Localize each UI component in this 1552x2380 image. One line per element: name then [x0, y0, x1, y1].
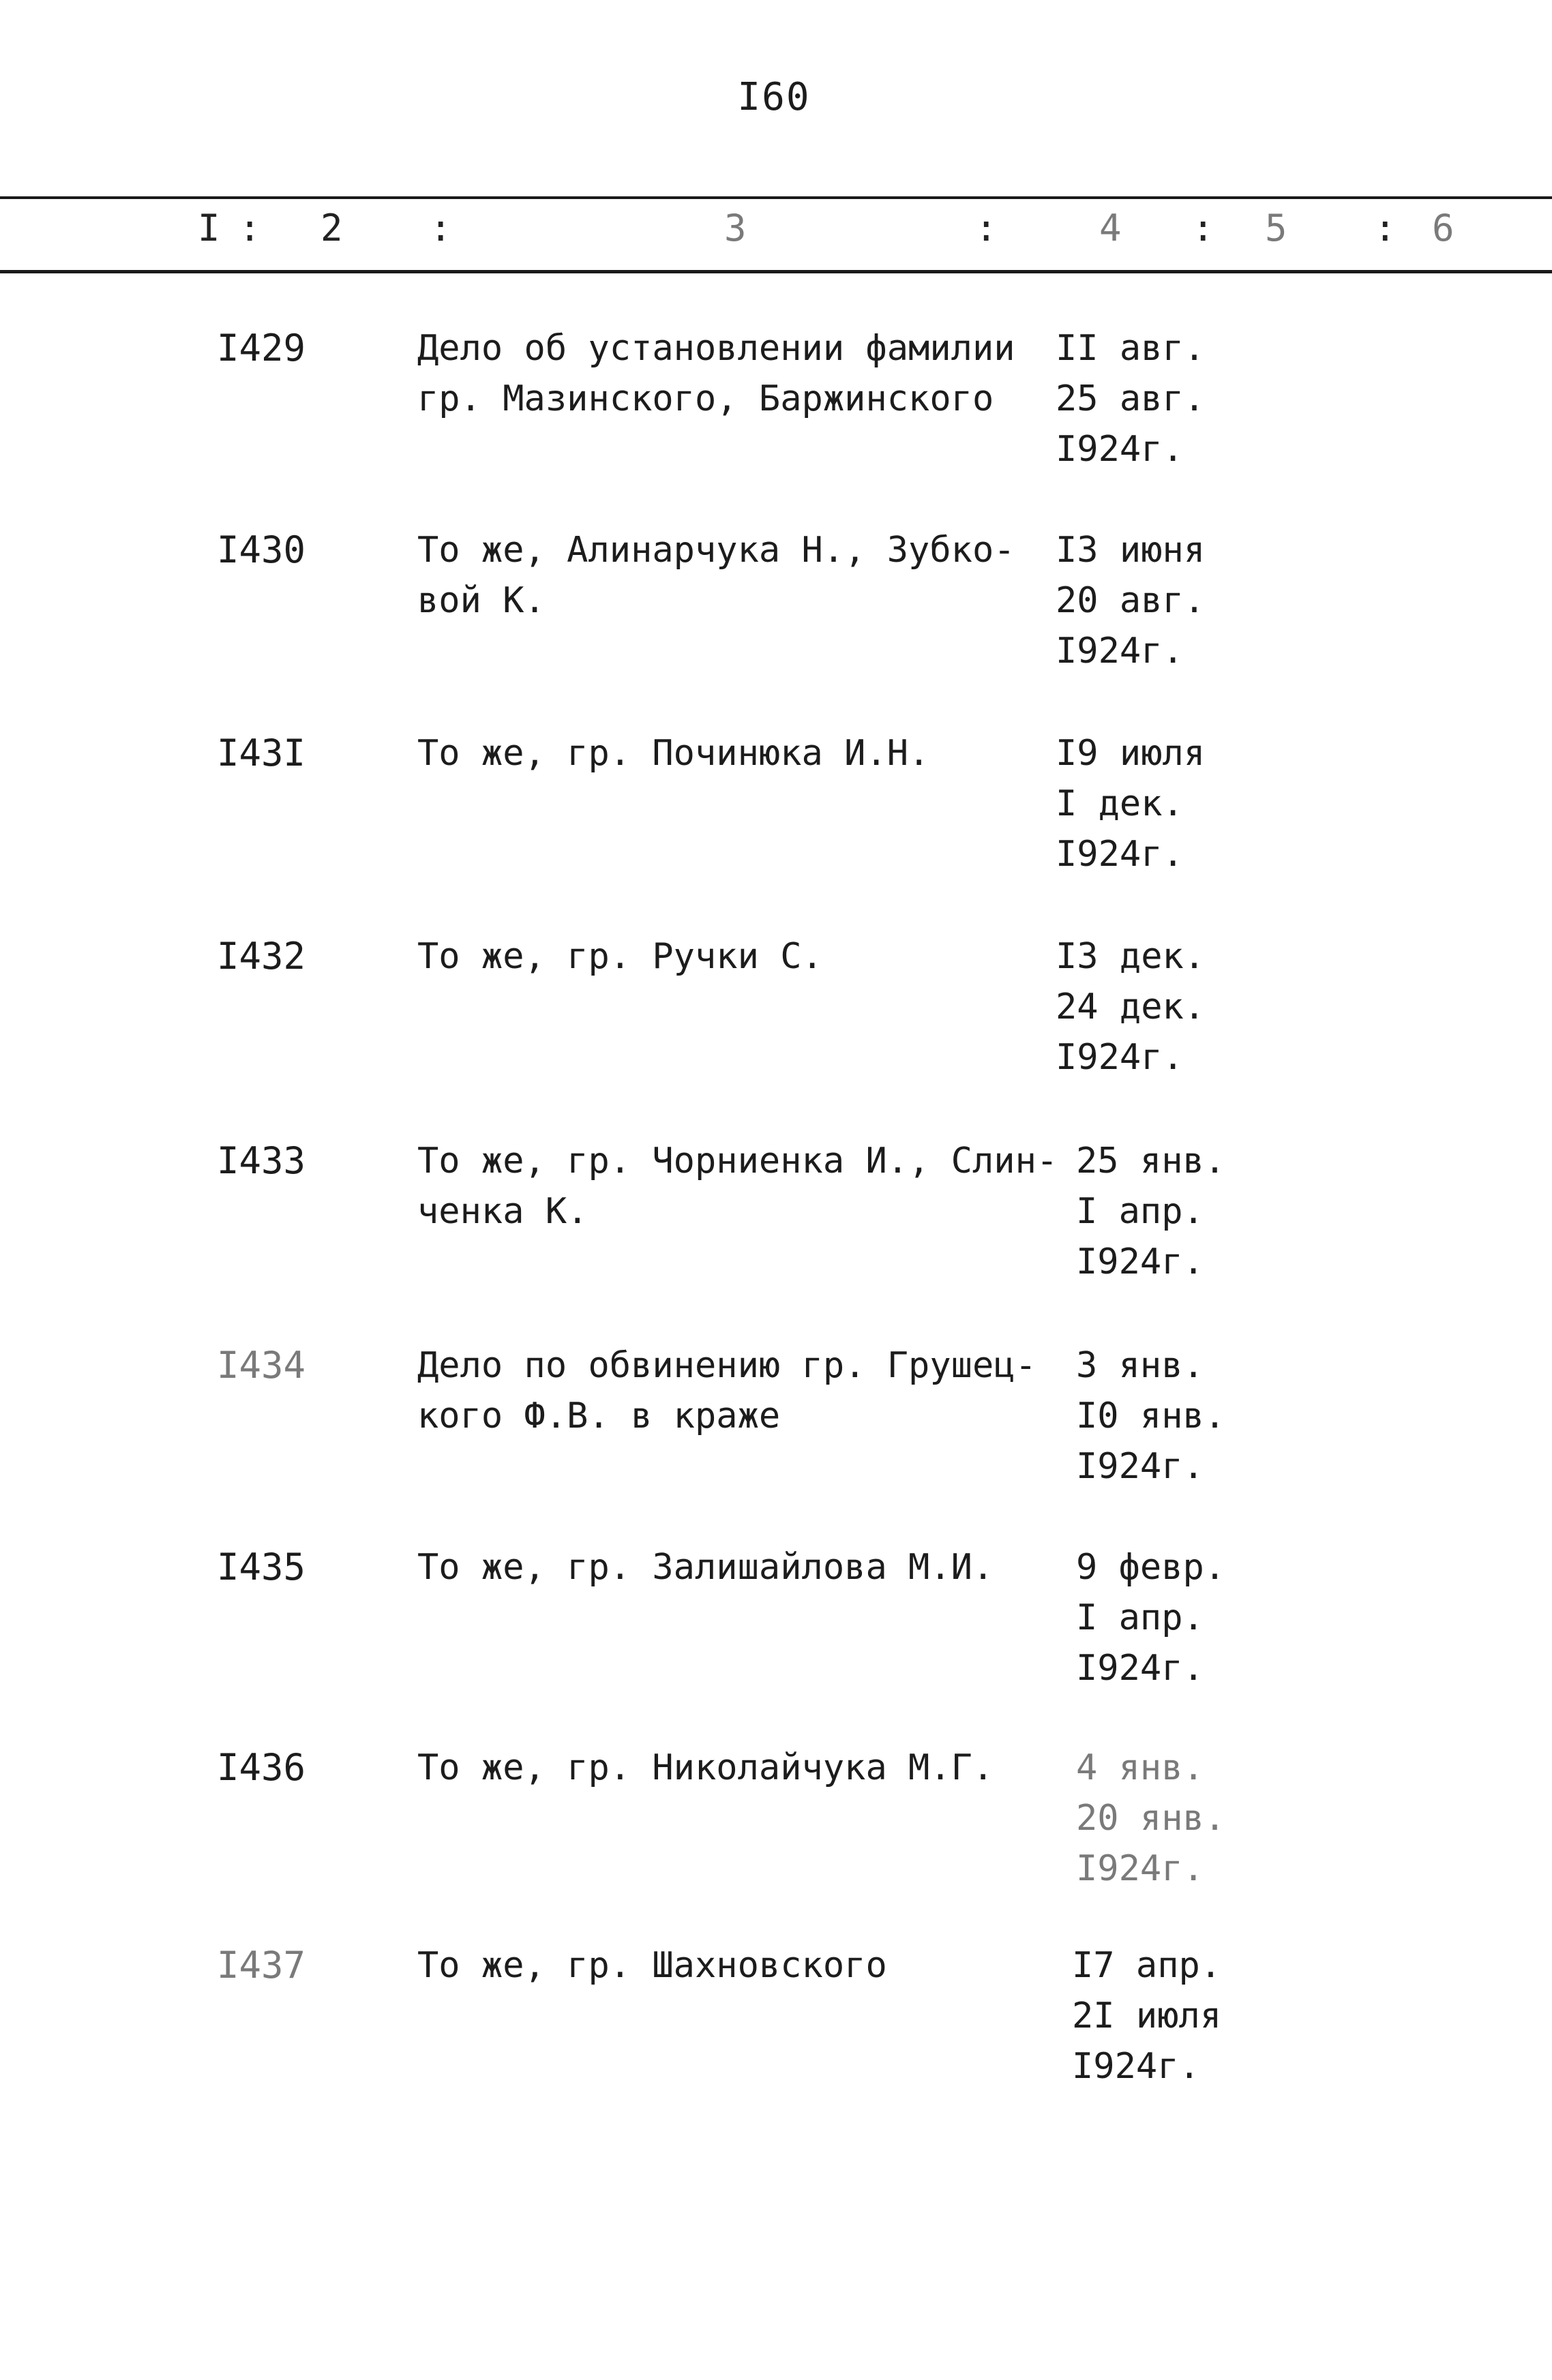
entry-date-line: 9 февр.	[1076, 1547, 1226, 1588]
entry-title-line: То же, гр. Шахновского	[417, 1945, 887, 1986]
entry-number: I435	[217, 1546, 306, 1588]
entry-title-line: кого Ф.В. в краже	[417, 1396, 781, 1436]
entry-dates	[1072, 1940, 1297, 2092]
entry-title-line: Дело по обвинению гр. Грушец-	[417, 1345, 1036, 1386]
entry-date-line: I9 июля	[1056, 733, 1206, 774]
column-header-2: 2	[320, 207, 343, 250]
entry-number: I43I	[217, 732, 306, 774]
entry-date-line: I924г.	[1056, 834, 1184, 875]
entry-title	[417, 728, 1051, 779]
entry-title	[417, 1743, 1051, 1793]
entry-dates	[1076, 1136, 1301, 1287]
entry-date-line: I апр.	[1076, 1191, 1204, 1232]
entry-dates	[1056, 931, 1281, 1083]
column-separator: :	[1374, 207, 1397, 250]
entry-date-line: I924г.	[1072, 2046, 1200, 2087]
list-item	[0, 323, 1552, 500]
list-item	[0, 728, 1552, 905]
entry-date-line: I924г.	[1076, 1241, 1204, 1282]
column-separator: :	[975, 207, 998, 250]
entry-title-line: То же, гр. Починюка И.Н.	[417, 733, 930, 774]
entry-date-line: I924г.	[1076, 1648, 1204, 1689]
list-item	[0, 931, 1552, 1109]
entry-date-line: 20 авг.	[1056, 580, 1206, 621]
entry-date-line: 3 янв.	[1076, 1345, 1204, 1386]
entry-date-line: I апр.	[1076, 1597, 1204, 1638]
entry-date-line: I3 июня	[1056, 530, 1206, 571]
entry-dates	[1076, 1542, 1301, 1693]
column-header-4: 4	[1099, 207, 1122, 250]
entry-title	[417, 525, 1051, 626]
entry-date-line: I924г.	[1056, 429, 1184, 470]
entry-number: I436	[217, 1746, 306, 1789]
entry-dates	[1056, 525, 1281, 676]
entry-date-line: II авг.	[1056, 328, 1206, 369]
column-separator: :	[239, 207, 261, 250]
entry-date-line: 25 янв.	[1076, 1141, 1226, 1181]
entry-dates	[1056, 323, 1281, 475]
column-separator: :	[430, 207, 452, 250]
entry-title-line: То же, гр. Залишайлова М.И.	[417, 1547, 994, 1588]
column-header-3: 3	[724, 207, 747, 250]
list-item	[0, 525, 1552, 702]
entry-title-line: То же, гр. Николайчука М.Г.	[417, 1747, 994, 1788]
column-header-5: 5	[1265, 207, 1287, 250]
entry-title-line: вой К.	[417, 580, 546, 621]
header-top-rule	[0, 196, 1552, 199]
entry-dates	[1076, 1340, 1301, 1492]
entry-date-line: 4 янв.	[1076, 1747, 1204, 1788]
entry-date-line: I7 апр.	[1072, 1945, 1222, 1986]
entry-date-line: 20 янв.	[1076, 1798, 1226, 1839]
entry-title	[417, 1940, 1051, 1991]
entry-title-line: То же, гр. Чорниенка И., Слин-	[417, 1141, 1058, 1181]
entry-dates	[1076, 1743, 1301, 1894]
entry-title	[417, 1542, 1051, 1593]
entry-title	[417, 1340, 1051, 1441]
entry-date-line: I дек.	[1056, 783, 1184, 824]
column-separator: :	[1192, 207, 1214, 250]
entry-number: I429	[217, 327, 306, 370]
list-item	[0, 1542, 1552, 1719]
entry-date-line: I924г.	[1056, 1037, 1184, 1078]
entry-date-line: 24 дек.	[1056, 986, 1206, 1027]
entry-title-line: Дело об установлении фамилии	[417, 328, 1015, 369]
entry-number: I430	[217, 528, 306, 571]
entry-title-line: То же, гр. Ручки С.	[417, 936, 823, 977]
entry-date-line: I924г.	[1076, 1446, 1204, 1487]
entry-date-line: I0 янв.	[1076, 1396, 1226, 1436]
entry-title-line: ченка К.	[417, 1191, 588, 1232]
entry-date-line: 25 авг.	[1056, 378, 1206, 419]
entry-title	[417, 931, 1051, 982]
list-item	[0, 1340, 1552, 1518]
entry-date-line: 2I июля	[1072, 1995, 1222, 2036]
list-item	[0, 1136, 1552, 1313]
entry-title-line: гр. Мазинского, Баржинского	[417, 378, 994, 419]
page-number: I60	[737, 75, 811, 119]
entry-date-line: I924г.	[1076, 1848, 1204, 1889]
list-item	[0, 1743, 1552, 1920]
entry-date-line: I3 дек.	[1056, 936, 1206, 977]
entry-title-line: То же, Алинарчука Н., Зубко-	[417, 530, 1015, 571]
list-item	[0, 1940, 1552, 2118]
column-header-1: I	[198, 207, 220, 250]
header-bottom-rule	[0, 270, 1552, 273]
column-header-6: 6	[1432, 207, 1454, 250]
entry-number: I433	[217, 1139, 306, 1182]
entry-number: I437	[217, 1944, 306, 1987]
entry-date-line: I924г.	[1056, 631, 1184, 672]
entry-title	[417, 1136, 1058, 1237]
entry-number: I432	[217, 935, 306, 978]
entry-number: I434	[217, 1344, 306, 1387]
entry-title	[417, 323, 1051, 424]
entry-dates	[1056, 728, 1281, 879]
